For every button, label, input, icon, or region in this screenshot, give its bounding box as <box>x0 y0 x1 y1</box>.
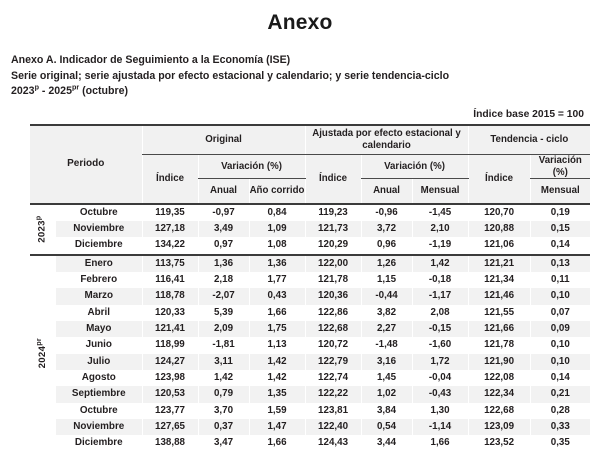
cell-1: 119,35 <box>142 204 198 221</box>
cell-1: 138,88 <box>142 435 198 451</box>
cell-2: 0,79 <box>198 386 249 402</box>
cell-1: 120,53 <box>142 386 198 402</box>
cell-6: -0,43 <box>412 386 468 402</box>
cell-3: 1,13 <box>249 337 305 353</box>
cell-1: 127,65 <box>142 419 198 435</box>
cell-2: 3,70 <box>198 403 249 419</box>
header-ajustada-anual: Anual <box>361 179 412 204</box>
header-ajustada-variacion: Variación (%) <box>361 155 468 179</box>
cell-2: 0,37 <box>198 419 249 435</box>
cell-7: 121,55 <box>468 305 530 321</box>
table-row <box>30 305 590 321</box>
cell-4: 120,29 <box>305 237 361 254</box>
cell-3: 1,09 <box>249 221 305 237</box>
cell-7: 121,66 <box>468 321 530 337</box>
row-month-label: Noviembre <box>56 419 142 435</box>
header-periodo: Periodo <box>30 125 142 204</box>
cell-8: 0,10 <box>530 354 590 370</box>
cell-8: 0,33 <box>530 419 590 435</box>
year-label-superscript: p <box>33 215 43 221</box>
cell-7: 121,78 <box>468 337 530 353</box>
cell-3: 1,36 <box>249 255 305 272</box>
cell-5: 1,15 <box>361 272 412 288</box>
cell-7: 123,52 <box>468 435 530 451</box>
cell-6: -0,04 <box>412 370 468 386</box>
cell-4: 122,68 <box>305 321 361 337</box>
cell-5: -1,48 <box>361 337 412 353</box>
cell-4: 121,78 <box>305 272 361 288</box>
period-dash: - <box>38 85 49 97</box>
cell-4: 120,72 <box>305 337 361 353</box>
cell-5: 3,84 <box>361 403 412 419</box>
header-tendencia-indice: Índice <box>468 155 530 204</box>
row-month-label: Marzo <box>56 288 142 304</box>
header-original-indice: Índice <box>142 155 198 204</box>
cell-6: -0,15 <box>412 321 468 337</box>
cell-7: 121,21 <box>468 255 530 272</box>
table-row <box>30 272 590 288</box>
subtitle-line-2: Serie original; serie ajustada por efecto estacional y calendario; y serie tendencia-ciclo <box>11 69 450 82</box>
cell-3: 1,77 <box>249 272 305 288</box>
cell-3: 1,66 <box>249 305 305 321</box>
cell-5: 1,02 <box>361 386 412 402</box>
cell-8: 0,35 <box>530 435 590 451</box>
table-body <box>30 204 590 452</box>
cell-7: 123,09 <box>468 419 530 435</box>
cell-4: 122,86 <box>305 305 361 321</box>
cell-1: 123,77 <box>142 403 198 419</box>
cell-7: 121,46 <box>468 288 530 304</box>
header-original-variacion: Variación (%) <box>198 155 305 179</box>
cell-5: 1,26 <box>361 255 412 272</box>
cell-6: 1,66 <box>412 435 468 451</box>
page-title: Anexo <box>267 11 333 34</box>
cell-6: 1,42 <box>412 255 468 272</box>
cell-1: 121,41 <box>142 321 198 337</box>
table-row <box>30 403 590 419</box>
row-month-label: Mayo <box>56 321 142 337</box>
cell-4: 122,79 <box>305 354 361 370</box>
cell-7: 121,34 <box>468 272 530 288</box>
cell-1: 124,27 <box>142 354 198 370</box>
row-month-label: Diciembre <box>56 435 142 451</box>
cell-2: 1,36 <box>198 255 249 272</box>
cell-6: 1,30 <box>412 403 468 419</box>
cell-3: 1,08 <box>249 237 305 254</box>
cell-6: -1,60 <box>412 337 468 353</box>
cell-2: -1,81 <box>198 337 249 353</box>
cell-7: 121,90 <box>468 354 530 370</box>
year-label-text: 2023$^p$ <box>33 215 48 243</box>
cell-8: 0,28 <box>530 403 590 419</box>
cell-7: 122,34 <box>468 386 530 402</box>
cell-1: 118,99 <box>142 337 198 353</box>
index-base-note: Índice base 2015 = 100 <box>473 108 584 120</box>
header-ajustada-mensual: Mensual <box>412 179 468 204</box>
header-original-ano-corrido: Año corrido <box>249 179 305 204</box>
cell-4: 122,40 <box>305 419 361 435</box>
cell-3: 0,84 <box>249 204 305 221</box>
cell-1: 116,41 <box>142 272 198 288</box>
year-label-text: $2024^{pr}$ <box>33 338 48 369</box>
cell-8: 0,11 <box>530 272 590 288</box>
cell-1: 118,78 <box>142 288 198 304</box>
cell-2: -2,07 <box>198 288 249 304</box>
cell-3: 0,43 <box>249 288 305 304</box>
table-row <box>30 435 590 451</box>
period-end-superscript: pr <box>71 82 80 92</box>
cell-3: 1,66 <box>249 435 305 451</box>
cell-5: -0,96 <box>361 204 412 221</box>
cell-2: 2,09 <box>198 321 249 337</box>
table-header <box>30 125 590 204</box>
cell-5: 0,96 <box>361 237 412 254</box>
year-group-label-2024 <box>30 255 56 452</box>
cell-4: 124,43 <box>305 435 361 451</box>
row-month-label: Enero <box>56 255 142 272</box>
cell-2: -0,97 <box>198 204 249 221</box>
cell-8: 0,19 <box>530 204 590 221</box>
year-group-label-2023 <box>30 204 56 255</box>
cell-8: 0,14 <box>530 370 590 386</box>
cell-8: 0,21 <box>530 386 590 402</box>
header-ajustada-indice: Índice <box>305 155 361 204</box>
cell-6: -1,14 <box>412 419 468 435</box>
row-month-label: Diciembre <box>56 237 142 254</box>
cell-1: 134,22 <box>142 237 198 254</box>
cell-3: 1,75 <box>249 321 305 337</box>
cell-6: -1,45 <box>412 204 468 221</box>
cell-8: 0,14 <box>530 237 590 254</box>
table-row <box>30 255 590 272</box>
cell-4: 123,81 <box>305 403 361 419</box>
cell-4: 122,22 <box>305 386 361 402</box>
header-tendencia-variacion: Variación (%) <box>530 155 590 179</box>
table-row <box>30 288 590 304</box>
cell-8: 0,09 <box>530 321 590 337</box>
cell-4: 121,73 <box>305 221 361 237</box>
header-row-groups <box>30 125 590 155</box>
row-month-label: Octubre <box>56 204 142 221</box>
cell-5: -0,44 <box>361 288 412 304</box>
cell-4: 119,23 <box>305 204 361 221</box>
cell-8: 0,15 <box>530 221 590 237</box>
table-row <box>30 204 590 221</box>
cell-7: 121,06 <box>468 237 530 254</box>
table-row <box>30 354 590 370</box>
header-original-anual: Anual <box>198 179 249 204</box>
subtitle-block <box>11 53 590 100</box>
row-month-label: Noviembre <box>56 221 142 237</box>
ise-table-wrapper <box>30 124 590 452</box>
cell-7: 122,08 <box>468 370 530 386</box>
cell-5: 3,72 <box>361 221 412 237</box>
cell-8: 0,13 <box>530 255 590 272</box>
header-group-ajustada: Ajustada por efecto estacional y calendario <box>305 125 468 155</box>
cell-2: 2,18 <box>198 272 249 288</box>
cell-7: 122,68 <box>468 403 530 419</box>
cell-2: 0,97 <box>198 237 249 254</box>
cell-2: 3,11 <box>198 354 249 370</box>
subtitle-period-range <box>11 84 590 100</box>
period-end-year: 2025 <box>48 85 72 97</box>
header-tendencia-mensual: Mensual <box>530 179 590 204</box>
table-row <box>30 386 590 402</box>
cell-3: 1,59 <box>249 403 305 419</box>
cell-3: 1,42 <box>249 370 305 386</box>
cell-3: 1,42 <box>249 354 305 370</box>
cell-3: 1,35 <box>249 386 305 402</box>
cell-7: 120,70 <box>468 204 530 221</box>
row-month-label: Febrero <box>56 272 142 288</box>
row-month-label: Junio <box>56 337 142 353</box>
cell-6: -1,17 <box>412 288 468 304</box>
cell-8: 0,10 <box>530 288 590 304</box>
period-start-superscript: p <box>34 82 39 92</box>
table-row <box>30 321 590 337</box>
cell-5: 3,82 <box>361 305 412 321</box>
cell-1: 127,18 <box>142 221 198 237</box>
cell-5: 3,44 <box>361 435 412 451</box>
row-month-label: Agosto <box>56 370 142 386</box>
cell-2: 5,39 <box>198 305 249 321</box>
cell-2: 1,42 <box>198 370 249 386</box>
row-month-label: Abril <box>56 305 142 321</box>
table-row <box>30 337 590 353</box>
cell-6: -0,18 <box>412 272 468 288</box>
cell-4: 122,00 <box>305 255 361 272</box>
period-start-year: 2023 <box>11 85 35 97</box>
cell-1: 120,33 <box>142 305 198 321</box>
cell-2: 3,49 <box>198 221 249 237</box>
cell-4: 120,36 <box>305 288 361 304</box>
cell-5: 2,27 <box>361 321 412 337</box>
cell-8: 0,10 <box>530 337 590 353</box>
cell-2: 3,47 <box>198 435 249 451</box>
table-row <box>30 237 590 254</box>
cell-5: 3,16 <box>361 354 412 370</box>
ise-table <box>30 124 590 452</box>
cell-6: 2,08 <box>412 305 468 321</box>
cell-4: 122,74 <box>305 370 361 386</box>
subtitle-line-1: Anexo A. Indicador de Seguimiento a la Economía (ISE) <box>11 54 291 66</box>
cell-6: 2,10 <box>412 221 468 237</box>
header-group-original: Original <box>142 125 305 155</box>
cell-6: -1,19 <box>412 237 468 254</box>
cell-8: 0,07 <box>530 305 590 321</box>
cell-6: 1,72 <box>412 354 468 370</box>
year-label-superscript: pr <box>33 338 43 347</box>
cell-7: 120,88 <box>468 221 530 237</box>
header-group-tendencia: Tendencia - ciclo <box>468 125 590 155</box>
row-month-label: Septiembre <box>56 386 142 402</box>
cell-3: 1,47 <box>249 419 305 435</box>
row-month-label: Julio <box>56 354 142 370</box>
table-row <box>30 370 590 386</box>
table-row <box>30 419 590 435</box>
cell-5: 0,54 <box>361 419 412 435</box>
row-month-label: Octubre <box>56 403 142 419</box>
cell-5: 1,45 <box>361 370 412 386</box>
period-suffix: (octubre) <box>79 85 129 97</box>
cell-1: 123,98 <box>142 370 198 386</box>
table-row <box>30 221 590 237</box>
cell-1: 113,75 <box>142 255 198 272</box>
